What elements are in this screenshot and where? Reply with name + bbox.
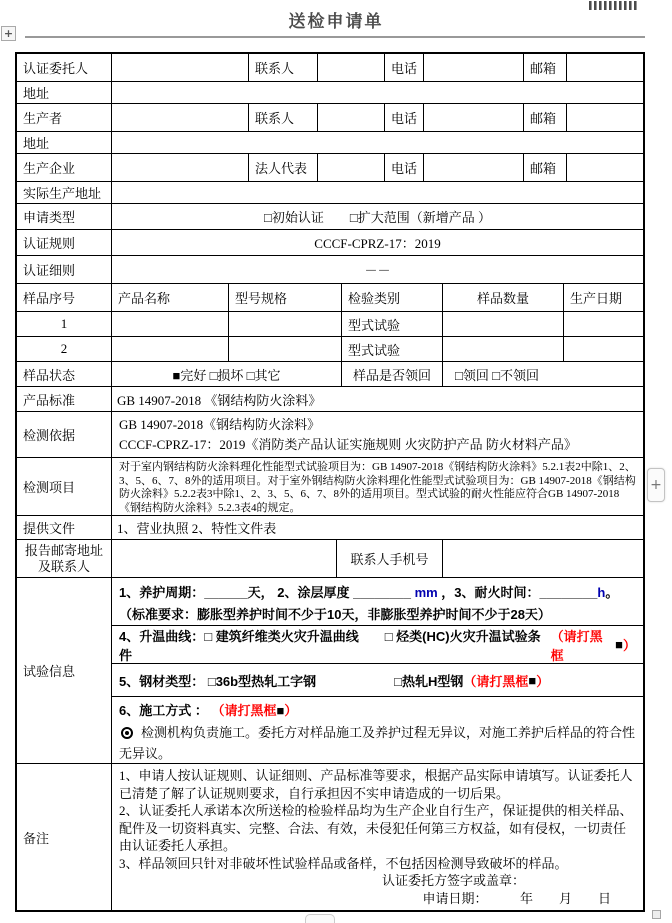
row-certification-detail [17,256,643,284]
sample-row-1 [17,312,643,337]
fire-time-blank[interactable]: ________ [539,585,598,600]
mark-instruction: （请打黑框 [550,628,603,663]
model-spec-header: 型号规格 [229,284,342,311]
client-contact-field[interactable] [318,54,385,81]
row-report-mailing [17,540,643,578]
row-test-basis [17,412,643,458]
documents-label: 提供文件 [17,516,112,539]
sample2-qty-field[interactable] [443,337,564,361]
sample2-no: 2 [17,337,112,361]
documents-value: 1、营业执照 2、特性文件表 [117,521,277,536]
test-info-curing-row[interactable] [112,578,643,626]
test-info-label: 试验信息 [17,578,112,763]
sample1-name-field[interactable] [112,312,229,336]
sample-row-2 [17,337,643,362]
row-manufacturer [17,154,643,182]
steel-type-options[interactable]: 5、钢材类型： □36b型热轧工字钢 □热轧H型钢 [119,673,464,689]
inspection-type-header: 检验类别 [342,284,443,311]
producer-phone-field[interactable] [424,104,524,131]
producer-address-field[interactable] [112,132,643,153]
application-type-label: 申请类型 [17,204,112,229]
application-type-options[interactable]: □初始认证 □扩大范围（新增产品 ） [264,210,491,225]
client-email-label: 邮箱 [524,54,567,81]
sample-qty-header: 样品数量 [443,284,564,311]
client-phone-label: 电话 [385,54,424,81]
test-basis-line2: CCCF-CPRZ-17：2019《消防类产品认证实施规则 火灾防护产品 防火材料产品》 [119,437,577,452]
construction-note: 检测机构负责施工。委托方对样品施工及养护过程无异议，对施工养护后样品的符合性无异议。 [119,725,636,761]
sample2-inspection-type: 型式试验 [342,337,443,361]
legal-rep-label: 法人代表 [249,154,318,181]
producer-email-field[interactable] [567,104,643,131]
mailing-label-line2: 及联系人 [37,559,90,574]
table-resize-handle[interactable] [652,910,661,919]
sample1-date-field[interactable] [564,312,643,336]
manufacturer-email-label: 邮箱 [524,154,567,181]
row-certification-client [17,54,643,82]
mark-instruction: （请打黑框 [463,673,529,689]
manufacturer-label: 生产企业 [17,154,112,181]
page-title: 送检申请单 [288,12,384,31]
mailing-label-line1: 报告邮寄地址 [24,543,103,558]
sample2-name-field[interactable] [112,337,229,361]
test-basis-line1: GB 14907-2018《钢结构防火涂料》 [119,417,321,432]
manufacturer-phone-label: 电话 [385,154,424,181]
certification-rule-label: 认证规则 [17,230,112,255]
construction-method-label: 6、施工方式 ： [119,703,208,718]
client-email-field[interactable] [567,54,643,81]
contact-mobile-field[interactable] [443,540,643,577]
product-standard-label: 产品标准 [17,387,112,411]
radio-bullet-icon [121,727,133,739]
mark-instruction: （请打黑框 [211,703,277,718]
sample-status-options[interactable]: ■完好 □损坏 □其它 [112,362,342,386]
application-form-table [15,52,645,912]
row-application-type [17,204,643,230]
row-test-information [17,578,643,764]
samples-header-row [17,284,643,312]
certification-detail-label: 认证细则 [17,256,112,283]
row-certification-rule [17,230,643,256]
unit-h: h [597,585,606,600]
producer-label: 生产者 [17,104,112,131]
sample1-no: 1 [17,312,112,336]
title-underline [25,36,645,38]
curing-days-blank[interactable]: ______ [204,585,248,600]
client-contact-label: 联系人 [249,54,318,81]
product-standard-value: GB 14907-2018 《钢结构防火涂料》 [117,392,322,408]
row-client-address [17,82,643,104]
test-items-label: 检测项目 [17,458,112,515]
test-info-steel-row[interactable]: 5、钢材类型： □36b型热轧工字钢 □热轧H型钢 （请打黑框 ■ ） [112,664,643,697]
client-address-field[interactable] [112,82,643,103]
producer-name-field[interactable] [112,104,249,131]
sample1-qty-field[interactable] [443,312,564,336]
insert-row-button[interactable]: + [647,468,665,502]
contact-mobile-label: 联系人手机号 [337,540,443,577]
remarks-label: 备注 [17,764,112,910]
producer-address-label: 地址 [17,132,112,153]
production-date-header: 生产日期 [570,291,623,306]
certification-detail-value: －－ [364,263,391,278]
remarks-item-3: 3、样品领回只针对非破坏性试验样品或备样，不包括因检测导致破坏的样品。 [119,855,568,871]
row-documents [17,516,643,540]
page-corner-smudge [589,1,639,10]
page-bottom-handle[interactable] [305,914,335,923]
curing-line: 1、养护周期：______天， 2、涂层厚度 ________ mm ，3、耐火时间：________h。 [119,585,619,600]
row-sample-status [17,362,643,387]
sample1-inspection-type: 型式试验 [342,312,443,336]
application-date-line[interactable]: 申请日期： 年 月 日 [422,890,611,906]
sample1-model-field[interactable] [229,312,342,336]
product-name-header: 产品名称 [112,284,229,311]
heating-curve-options[interactable]: 4、升温曲线：□ 建筑纤维类火灾升温曲线 □ 烃类(HC)火灾升温试验条件 [119,628,541,663]
remarks-item-1: 1、申请人按认证规则、认证细则、产品标准等要求，根据产品实际申请填写。认证委托人已清楚了解了认证规则要求，自行承担因不实申请造成的一切后果。 [119,768,633,801]
sample2-date-field[interactable] [564,337,643,361]
production-address-field[interactable] [112,182,643,203]
curing-note: （标准要求：膨胀型养护时间不少于10天，非膨胀型养护时间不少于28天） [119,607,551,622]
test-info-heating-row[interactable]: 4、升温曲线：□ 建筑纤维类火灾升温曲线 □ 烃类(HC)火灾升温试验条件 （请打黑框 ■ ） [112,626,643,664]
client-address-label: 地址 [17,82,112,103]
producer-phone-label: 电话 [385,104,424,131]
test-info-construction-row[interactable]: 6、施工方式 ： （请打黑框■） 检测机构负责施工。委托方对样品施工及养护过程无异议，对施工养护后样品的符合性无异议。 [119,703,636,761]
sample-status-label: 样品状态 [17,362,112,386]
mailing-address-field[interactable] [112,540,337,577]
client-phone-field[interactable] [424,54,524,81]
production-address-label: 实际生产地址 [17,182,112,203]
certification-rule-value: CCCF-CPRZ-17：2019 [314,236,441,251]
sample2-model-field[interactable] [229,337,342,361]
row-producer [17,104,643,132]
sample-return-options[interactable]: □领回 □不领回 [455,367,539,383]
row-production-address [17,182,643,204]
sample-no-header: 样品序号 [17,284,112,311]
black-square-icon: ■ [615,637,623,652]
curing-label: 1、养护周期： [119,585,205,600]
table-move-handle-icon[interactable]: + [1,26,16,41]
sample-return-label: 样品是否领回 [342,362,443,386]
producer-contact-label: 联系人 [249,104,318,131]
client-name-field[interactable] [112,54,249,81]
manufacturer-email-field[interactable] [567,154,643,181]
unit-mm: mm [414,585,438,600]
row-remarks [17,764,643,910]
client-label: 认证委托人 [17,54,112,81]
remarks-item-2: 2、认证委托人承诺本次所送检的检验样品均为生产企业自行生产，保证提供的相关样品、配件及一切资料真实、完整、合法、有效，未侵犯任何第三方权益，如有侵权，一切责任由认证委托人承担。 [119,803,633,853]
manufacturer-phone-field[interactable] [424,154,524,181]
test-items-text: 对于室内钢结构防火涂料理化性能型式试验项目为：GB 14907-2018《钢结构防火涂料》5.2.1表2中除1、2、3、5、6、7、8外的适用项目。对于室外钢结构防火涂料理化性能型式试验项目为：GB 14907-2018《钢结构防火涂料》5.2.2表3中除1、2、3、5、6、7、8外的适用项目。型式试验的耐火性能应符合GB 14907-2018《钢结构防火涂料》5.2.3表4的规定。 [119,461,636,514]
black-square-icon: ■ [276,703,285,718]
black-square-icon: ■ [528,672,537,688]
legal-rep-field[interactable] [318,154,385,181]
row-product-standard [17,387,643,412]
producer-email-label: 邮箱 [524,104,567,131]
row-test-items [17,458,643,516]
manufacturer-name-field[interactable] [112,154,249,181]
signature-line[interactable]: 认证委托方签字或盖章： [382,873,526,888]
producer-contact-field[interactable] [318,104,385,131]
test-basis-label: 检测依据 [17,412,112,457]
coating-thickness-blank[interactable]: ________ [353,585,411,600]
row-producer-address [17,132,643,154]
